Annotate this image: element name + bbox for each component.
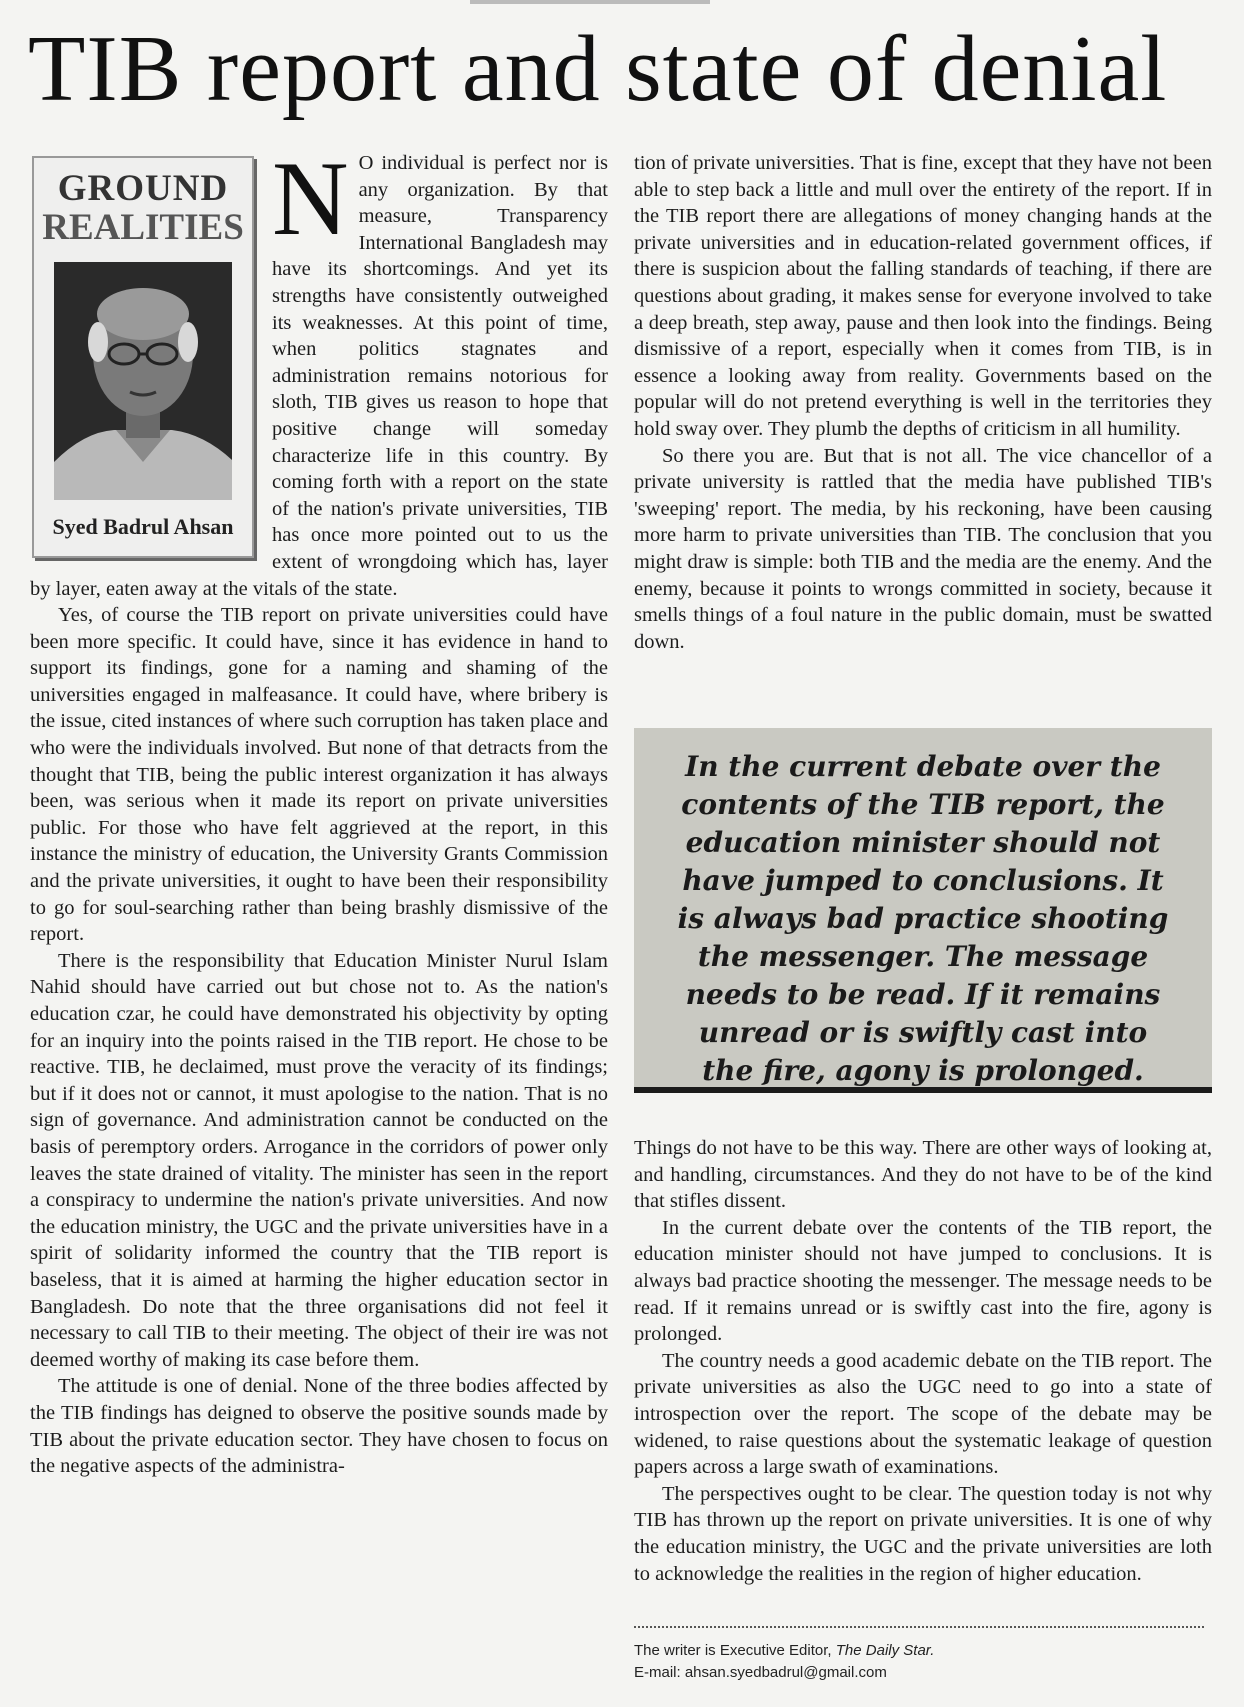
top-rule	[470, 0, 710, 4]
email-link[interactable]: ahsan.syedbadrul@gmail.com	[684, 1664, 887, 1681]
headline: TIB report and state of denial	[28, 17, 1168, 121]
publication-name: The Daily Star.	[835, 1642, 935, 1659]
paragraph: So there you are. But that is not all. The vice chancellor of a private university is rattled that the media have published TIB's 'sweeping' report. The media, by his reckoning, have been causing more harm to private universities than TIB. The conclusion that you might draw is simple: both TIB and the media are the enemy. And the enemy, because it points to wrongs committed in society, because it smells things of a foul nature in the public domain, must be swatted down.	[634, 444, 1212, 653]
email-line	[634, 1662, 1204, 1684]
paragraph: The country needs a good academic debate on the TIB report. The private universities as also the UGC need to go into a state of introspection over the report. The scope of the debate may be widened, to raise questions about the systematic leakage of question papers across a large swath of examinations.	[634, 1349, 1212, 1479]
paragraph: Yes, of course the TIB report on private universities could have been more specific. It could have, since it has evidence in hand to support its findings, gone for a naming and shaming of the universities engaged in malfeasance. It could have, where bribery is the issue, cited instances of where such corruption has taken place and who were the individuals involved. But none of that detracts from the thought that TIB, being the public interest organization it has always been, was serious when it made its report on private universities public. For those who have felt aggrieved at the report, in this instance the ministry of education, the University Grants Commission and the private universities, it ought to have been their responsibility to go for soul-searching rather than being brashly dismissive of the report.	[30, 604, 608, 946]
pull-quote: In the current debate over the contents of the TIB report, the education minister should not have jumped to conclusions. It is always bad practice shooting the messenger. The message needs to be read. If it remains unread or is swiftly cast into the fire, agony is prolonged.	[634, 728, 1212, 1093]
author-footer	[634, 1626, 1204, 1684]
column-label-line2: REALITIES	[42, 207, 244, 248]
paragraph: There is the responsibility that Education Minister Nurul Islam Nahid should have carried out but chose not to. As the nation's education czar, he could have demonstrated his objectivity by opting for an inquiry into the points raised in the TIB report. He chose to be reactive. TIB, he declaimed, must prove the veracity of its findings; but if it does not or cannot, it must apologise to the nation. That is no sign of governance. And administration cannot be conducted on the basis of peremptory orders. Arrogance in the corridors of power only leaves the state drained of vitality. The minister has seen in the report a conspiracy to undermine the nation's private universities. And now the education ministry, the UGC and the private universities have in a spirit of solidarity informed the country that the TIB report is baseless, that it is aimed at harming the higher education sector in Bangladesh. Do note that the three organisations did not feel it necessary to call TIB to their meeting. The object of their ire was not deemed worthy of making its case before them.	[30, 949, 608, 1371]
right-column-top	[634, 150, 1212, 655]
email-label: E-mail:	[634, 1664, 685, 1681]
paragraph: In the current debate over the contents of the TIB report, the education minister should not have jumped to conclusions. It is always bad practice shooting the messenger. The message needs to be read. If it remains unread or is swiftly cast into the fire, agony is prolonged.	[634, 1216, 1212, 1346]
column-badge	[32, 156, 254, 558]
left-column	[30, 150, 608, 1700]
author-photo	[54, 262, 232, 500]
column-label-line1: GROUND	[57, 168, 229, 209]
paragraph: The perspectives ought to be clear. The question today is not why TIB has thrown up the report on private universities. It is one of why the education ministry, the UGC and the private universities are loth to acknowledge the realities in the region of higher education.	[634, 1482, 1212, 1585]
paragraph: The attitude is one of denial. None of the three bodies affected by the TIB findings has deigned to observe the positive sounds made by TIB about the private education sector. They have chosen to focus on the negative aspects of the administra-	[30, 1375, 608, 1478]
author-portrait-image	[54, 262, 232, 500]
author-name: Syed Badrul Ahsan	[52, 514, 234, 539]
writer-prefix: The writer is Executive Editor,	[634, 1642, 836, 1659]
drop-cap: N	[272, 150, 349, 257]
paragraph: tion of private universities. That is fine, except that they have not been able to step back a little and mull over the entirety of the report. If in the TIB report there are allegations of money changing hands at the private universities and in education-related government offices, if there is suspicion about the falling standards of teaching, if there are questions about grading, it makes sense for everyone involved to take a deep breath, step away, pause and then look into the findings. Being dismissive of a report, especially when it comes from TIB, is in essence a looking away from reality. Governments based on the popular will do not pretend everything is well in the territories they hold sway over. They plumb the depths of criticism in all humility.	[634, 152, 1213, 440]
writer-credit	[634, 1640, 1204, 1662]
right-column-bottom	[634, 1135, 1212, 1587]
paragraph: O individual is perfect nor is any organization. By that measure, Transparency International Bangladesh may have its shortcomings. And yet its strengths have consistently outweighed its weaknesses. At this point of time, when politics stagnates and administration remains notorious for sloth, TIB gives us reason to hope that positive change will someday characterize life in this country. By coming forth with a report on the state of the nation's private universities, TIB has once more pointed out to us the extent of wrongdoing which has, layer by layer, eaten away at the vitals of the state.	[30, 152, 608, 600]
paragraph: Things do not have to be this way. There are other ways of looking at, and handling, circumstances. And they do not have to be of the kind that stifles dissent.	[634, 1137, 1212, 1213]
